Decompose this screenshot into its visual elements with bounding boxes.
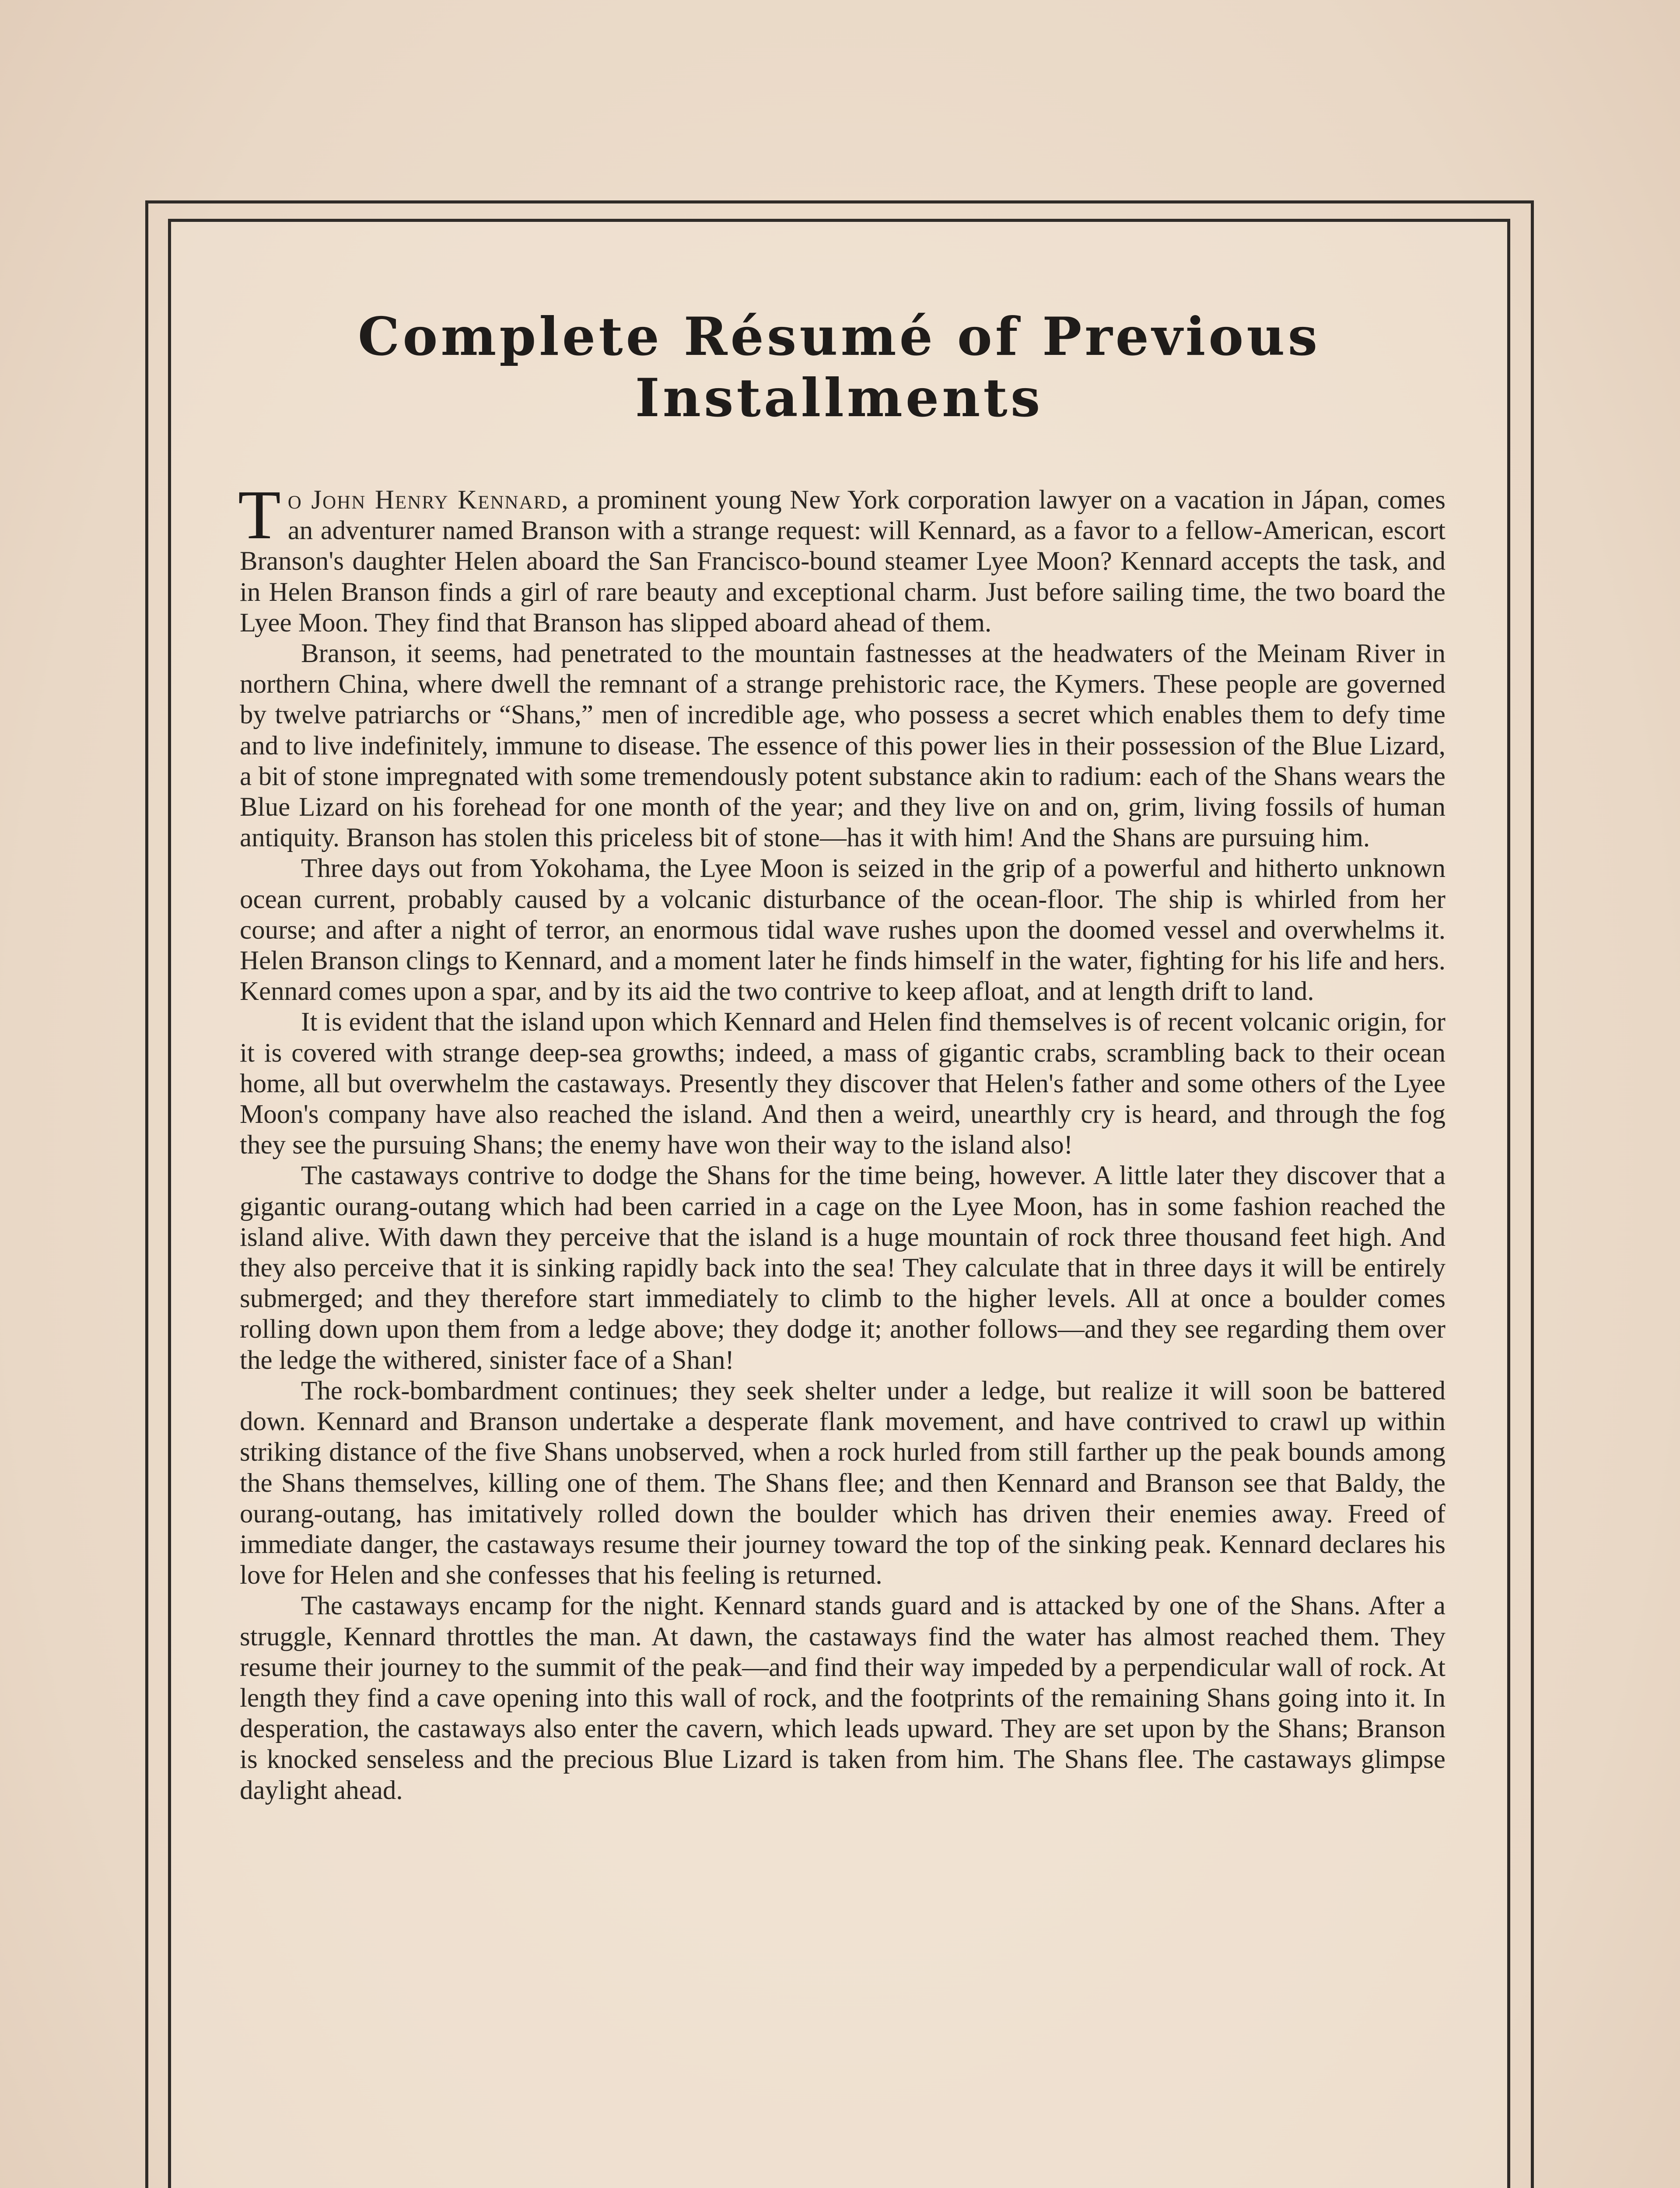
paragraph-5: The castaways contrive to dodge the Shans for the time being, however. A little later they discover that a gigantic ourang-outang which had been carried in a cage on the Lyee Moon, has in some fashion reached the island alive. With dawn they perceive that the island is a huge mountain of rock three thousand feet high. And they also perceive that it is sinking rapidly back into the sea! They calculate that in three days it will be entirely submerged; and they therefore start immediately to climb to the higher levels. All at once a boulder comes rolling down upon them from a ledge above; they dodge it; another follows—and they see regarding them over the ledge the withered, sinister face of a Shan! — [240, 1161, 1446, 1375]
paragraph-3: Three days out from Yokohama, the Lyee Moon is seized in the grip of a powerful and hitherto unknown ocean current, probably caused by a volcanic disturbance of the ocean-floor. The ship is whirled from her course; and after a night of terror, an enormous tidal wave rushes upon the doomed vessel and overwhelms it. Helen Branson clings to Kennard, and a moment later he finds himself in the water, fighting for his life and hers. Kennard comes upon a spar, and by its aid the two contrive to keep afloat, and at length drift to land. — [240, 854, 1446, 1006]
paragraph-text: a prominent young New York corporation lawyer on a vacation in Jápan, comes an adventurer named Branson with a strange request: will Kennard, as a favor to a fellow-American, escort Branson's daughter Helen aboard the San Francisco-bound steamer Lyee Moon? Kennard accepts the task, and in Helen Branson finds a girl of rare beauty and exceptional charm. Just before sailing time, the two board the Lyee Moon. They find that Branson has slipped aboard ahead of them. — [240, 485, 1446, 638]
lead-in: o John Henry Kennard, — [287, 485, 569, 515]
resume-article — [238, 476, 1446, 1806]
paragraph-7: The castaways encamp for the night. Kennard stands guard and is attacked by one of the Shans. After a struggle, Kennard throttles the man. At dawn, the castaways find the water has almost reached them. They resume their journey to the summit of the peak—and find their way impeded by a perpendicular wall of rock. At length they find a cave opening into this wall of rock, and the footprints of the remaining Shans going into it. In desperation, the castaways also enter the cavern, which leads upward. They are set upon by the Shans; Branson is knocked senseless and the precious Blue Lizard is taken from him. The Shans flee. The castaways glimpse daylight ahead. — [240, 1591, 1446, 1805]
paragraph-1 — [238, 476, 1446, 638]
page-title: Complete Résumé of Previous Installments — [357, 306, 1321, 429]
paragraph-2: Branson, it seems, had penetrated to the mountain fastnesses at the headwaters of the Meinam River in northern China, where dwell the remnant of a strange prehistoric race, the Kymers. These people are governed by twelve patriarchs or “Shans,” men of incredible age, who possess a secret which enables them to defy time and to live indefinitely, immune to disease. The essence of this power lies in their possession of the Blue Lizard, a bit of stone impregnated with some tremendously potent substance akin to radium: each of the Shans wears the Blue Lizard on his forehead for one month of the year; and they live on and on, grim, living fossils of human antiquity. Branson has stolen this priceless bit of stone—has it with him! And the Shans are pursuing him. — [240, 639, 1446, 853]
paragraph-4: It is evident that the island upon which Kennard and Helen find themselves is of recent volcanic origin, for it is covered with strange deep-sea growths; indeed, a mass of gigantic crabs, scrambling back to their ocean home, all but overwhelm the castaways. Presently they discover that Helen's father and some others of the Lyee Moon's company have also reached the island. And then a weird, unearthly cry is heard, and through the fog they see the pursuing Shans; the enemy have won their way to the island also! — [240, 1007, 1446, 1160]
drop-cap: T — [238, 476, 281, 554]
paragraph-6: The rock-bombardment continues; they seek shelter under a ledge, but realize it will soon be battered down. Kennard and Branson undertake a desperate flank movement, and have contrived to crawl up within striking distance of the five Shans unobserved, when a rock hurled from still farther up the peak bounds among the Shans themselves, killing one of them. The Shans flee; and then Kennard and Branson see that Baldy, the ourang-outang, has imitatively rolled down the boulder which has driven their enemies away. Freed of immediate danger, the castaways resume their journey toward the top of the sinking peak. Kennard declares his love for Helen and she confesses that his feeling is returned. — [240, 1376, 1446, 1590]
